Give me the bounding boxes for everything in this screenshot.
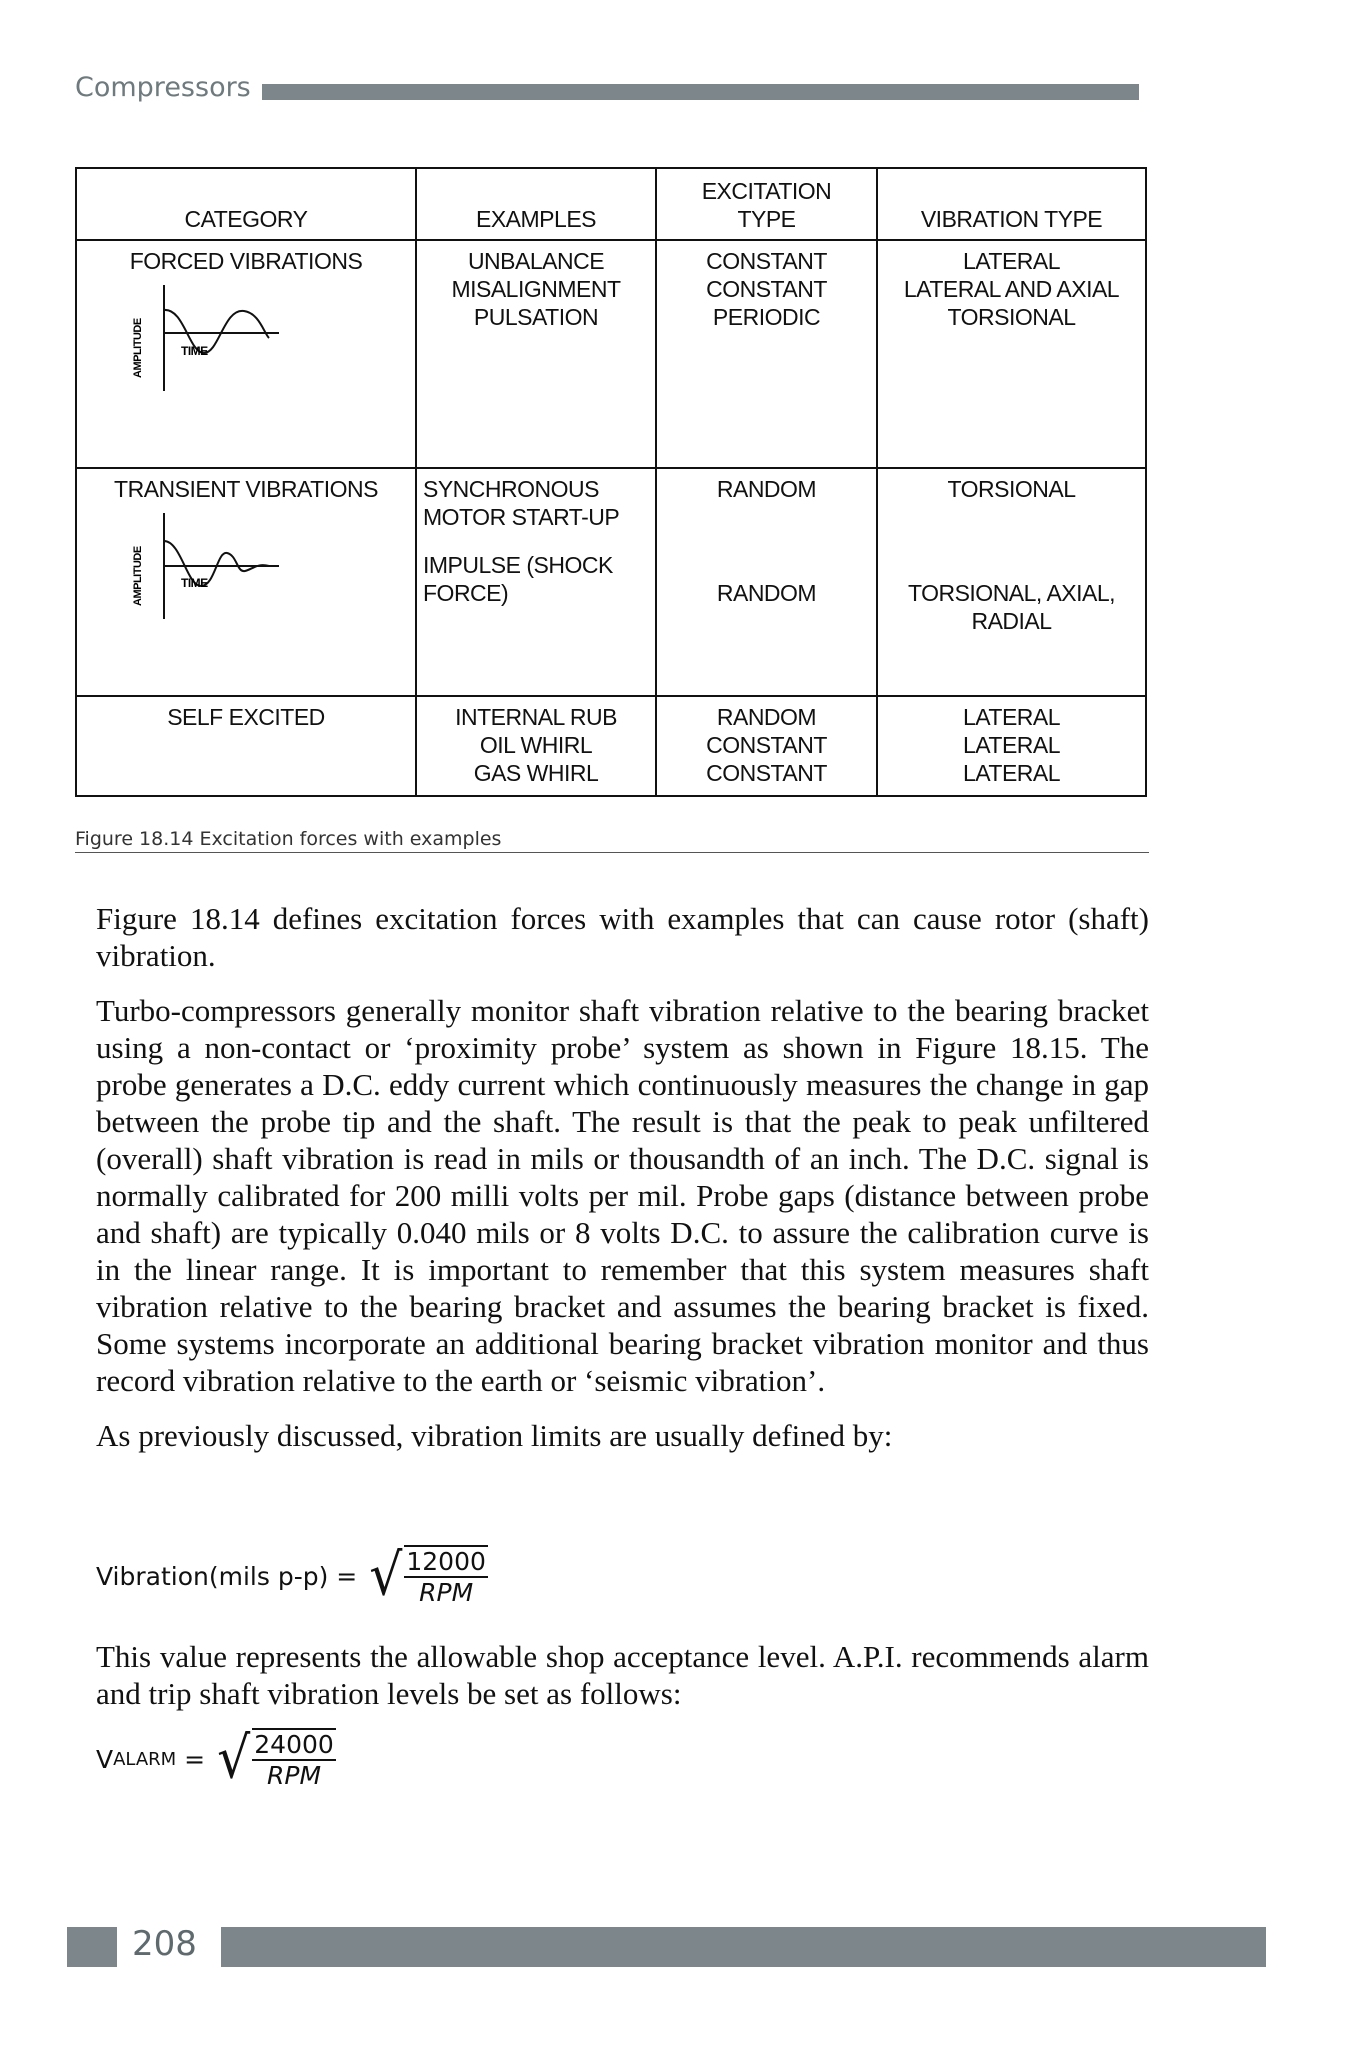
col-header: VIBRATION TYPE <box>877 168 1146 240</box>
category-cell: FORCED VIBRATIONS AMPLITUDE TIME <box>76 240 416 468</box>
vibration-cell: LATERAL LATERAL LATERAL <box>877 696 1146 796</box>
examples-cell: SYNCHRONOUS MOTOR START-UP IMPULSE (SHOCK FORCE) <box>416 468 656 696</box>
excitation-table <box>75 167 1147 797</box>
footer-bar <box>221 1927 1266 1967</box>
excitation-cell: RANDOM CONSTANT CONSTANT <box>656 696 877 796</box>
examples-cell: INTERNAL RUB OIL WHIRL GAS WHIRL <box>416 696 656 796</box>
time-label: TIME <box>181 344 208 358</box>
paragraph: Turbo-compressors generally monitor shaft vibration relative to the bearing bracket using a non-contact or ‘proximity probe’ system as shown in Figure 18.15. The probe generates a D.C. eddy current which continuously measures the change in gap between the probe tip and the shaft. The result is that the peak to peak unfiltered (overall) shaft vibration is read in mils or thousandth of an inch. The D.C. signal is normally calibrated for 200 milli volts per mil. Probe gaps (distance between probe and shaft) are typically 0.040 mils or 8 volts D.C. to assure the calibration curve is in the linear range. It is important to remember that this system measures shaft vibration relative to the bearing bracket and assumes the bearing bracket is fixed. Some systems incorporate an additional bearing bracket vibration monitor and thus record vibration relative to the earth or ‘seismic vibration’. <box>96 993 1149 1398</box>
body-text <box>96 1638 1149 1730</box>
table-header-row <box>76 168 1146 240</box>
time-label: TIME <box>181 576 208 590</box>
col-header: EXCITATION TYPE <box>656 168 877 240</box>
header-bar <box>262 84 1139 100</box>
transient-vibration-plot <box>119 511 319 621</box>
col-header: EXAMPLES <box>416 168 656 240</box>
page-number: 208 <box>132 1924 197 1964</box>
vibration-cell: TORSIONAL TORSIONAL, AXIAL, RADIAL <box>877 468 1146 696</box>
forced-vibration-plot <box>119 283 319 393</box>
amplitude-label: AMPLITUDE <box>132 318 144 378</box>
category-cell: TRANSIENT VIBRATIONS AMPLITUDE TIME <box>76 468 416 696</box>
vibration-cell: LATERAL LATERAL AND AXIAL TORSIONAL <box>877 240 1146 468</box>
vibration-limit-equation: Vibration(mils p-p) = √ $\frac{12000}{\text{RPM}}$ <box>96 1543 486 1609</box>
paragraph: As previously discussed, vibration limits are usually defined by: <box>96 1418 893 1453</box>
excitation-cell: RANDOM RANDOM <box>656 468 877 696</box>
category-cell: SELF EXCITED <box>76 696 416 796</box>
figure-caption: Figure 18.14 Excitation forces with examples <box>75 828 1149 853</box>
examples-cell: UNBALANCE MISALIGNMENT PULSATION <box>416 240 656 468</box>
sqrt-symbol: √ <box>369 1543 403 1609</box>
running-header: Compressors <box>75 72 251 103</box>
paragraph: This value represents the allowable shop acceptance level. A.P.I. recommends alarm and trip shaft vibration levels be set as follows: <box>96 1639 1149 1711</box>
table-row <box>76 696 1146 796</box>
alarm-equation: V ALARM = √ $\frac{24000}{\text{RPM}}$ <box>96 1726 334 1792</box>
footer-block <box>67 1927 117 1967</box>
excitation-cell: CONSTANT CONSTANT PERIODIC <box>656 240 877 468</box>
sqrt-symbol: √ <box>217 1726 251 1792</box>
col-header: CATEGORY <box>76 168 416 240</box>
amplitude-label: AMPLITUDE <box>132 546 144 606</box>
table-row <box>76 468 1146 696</box>
table-row <box>76 240 1146 468</box>
body-text <box>96 900 1149 1472</box>
paragraph: Figure 18.14 defines excitation forces with examples that can cause rotor (shaft) vibration. <box>96 901 1149 973</box>
